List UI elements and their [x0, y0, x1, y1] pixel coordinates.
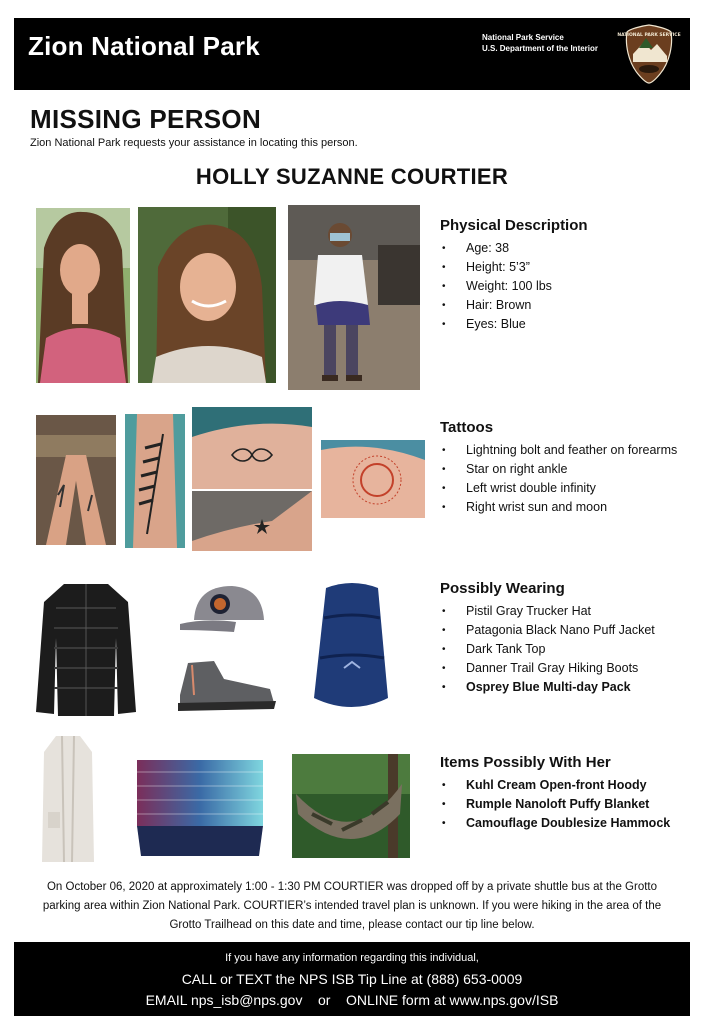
item-with-her: • Rumple Nanoloft Puffy Blanket [440, 795, 690, 814]
wearing-item: • Patagonia Black Nano Puff Jacket [440, 621, 690, 640]
wearing-item: • Dark Tank Top [440, 640, 690, 659]
tattoo-photo-infinity [192, 407, 312, 489]
svg-text:NATIONAL PARK SERVICE: NATIONAL PARK SERVICE [617, 33, 681, 38]
tattoos-section [440, 419, 690, 517]
tattoo-item: • Left wrist double infinity [440, 479, 690, 498]
header-banner [14, 18, 690, 90]
tattoo-item: • Star on right ankle [440, 460, 690, 479]
person-name: HOLLY SUZANNE COURTIER [195, 164, 509, 189]
hammock-photo [292, 754, 410, 858]
description-age: • Age: 38 [440, 239, 690, 258]
hiking-boots-photo [174, 655, 280, 715]
incident-description: On October 06, 2020 at approximately 1:00 - 1:30 PM COURTIER was dropped off by a private shuttle bus at the Grotto parking area within Zion National Park. COURTIER’s intended travel plan is unknown. If you were hiking in the area of the Grotto Trailhead on this date and time, please contact our tip line below. [42, 881, 662, 931]
department-name: U.S. Department of the Interior [482, 44, 599, 53]
description-hair: • Hair: Brown [440, 296, 690, 315]
items-with-her-section [440, 754, 690, 833]
physical-description-heading: Physical Description [440, 217, 588, 234]
description-height: • Height: 5’3” [440, 258, 690, 277]
footer-info-line: If you have any information regarding this individual, [225, 952, 479, 964]
item-with-her: • Kuhl Cream Open-front Hoody [440, 776, 690, 795]
backpack-photo [304, 578, 398, 718]
wearing-item: • Pistil Gray Trucker Hat [440, 602, 690, 621]
nps-arrowhead-logo [617, 24, 681, 84]
tattoo-item: • Lightning bolt and feather on forearms [440, 441, 690, 460]
description-weight: • Weight: 100 lbs [440, 277, 690, 296]
wearing-item: • Danner Trail Gray Hiking Boots [440, 659, 690, 678]
tip-line-phone: CALL or TEXT the NPS ISB Tip Line at (888) 653-0009 [181, 971, 523, 987]
tattoos-heading: Tattoos [440, 419, 494, 436]
item-with-her: • Camouflage Doublesize Hammock [440, 814, 690, 833]
footer-banner [14, 942, 690, 1016]
surveillance-photo [288, 205, 420, 390]
jacket-photo [34, 578, 138, 718]
trucker-hat-photo [176, 580, 270, 640]
tattoo-photo-feather [125, 414, 185, 548]
portrait-photo-2 [138, 207, 276, 383]
missing-person-title: MISSING PERSON [30, 104, 262, 134]
agency-name: National Park Service [482, 33, 564, 42]
items-with-her-heading: Items Possibly With Her [440, 754, 611, 771]
blanket-photo [133, 756, 267, 858]
tattoo-item: • Right wrist sun and moon [440, 498, 690, 517]
possibly-wearing-section [440, 580, 690, 697]
possibly-wearing-heading: Possibly Wearing [440, 580, 565, 597]
request-subtitle: Zion National Park requests your assistance in locating this person. [30, 137, 358, 149]
tattoo-photo-sun-moon [321, 440, 425, 518]
agency-block [482, 32, 598, 54]
tattoo-photo-forearms [36, 415, 116, 545]
tattoo-photo-star-ankle [192, 491, 312, 551]
hoody-photo [40, 732, 96, 868]
park-title: Zion National Park [28, 31, 260, 61]
portrait-photo-1 [36, 208, 130, 383]
email-online-contact: EMAIL nps_isb@nps.gov or ONLINE form at www.nps.gov/ISB [145, 992, 559, 1008]
wearing-item: • Osprey Blue Multi-day Pack [440, 678, 690, 697]
description-eyes: • Eyes: Blue [440, 315, 690, 334]
physical-description-section [440, 217, 690, 334]
